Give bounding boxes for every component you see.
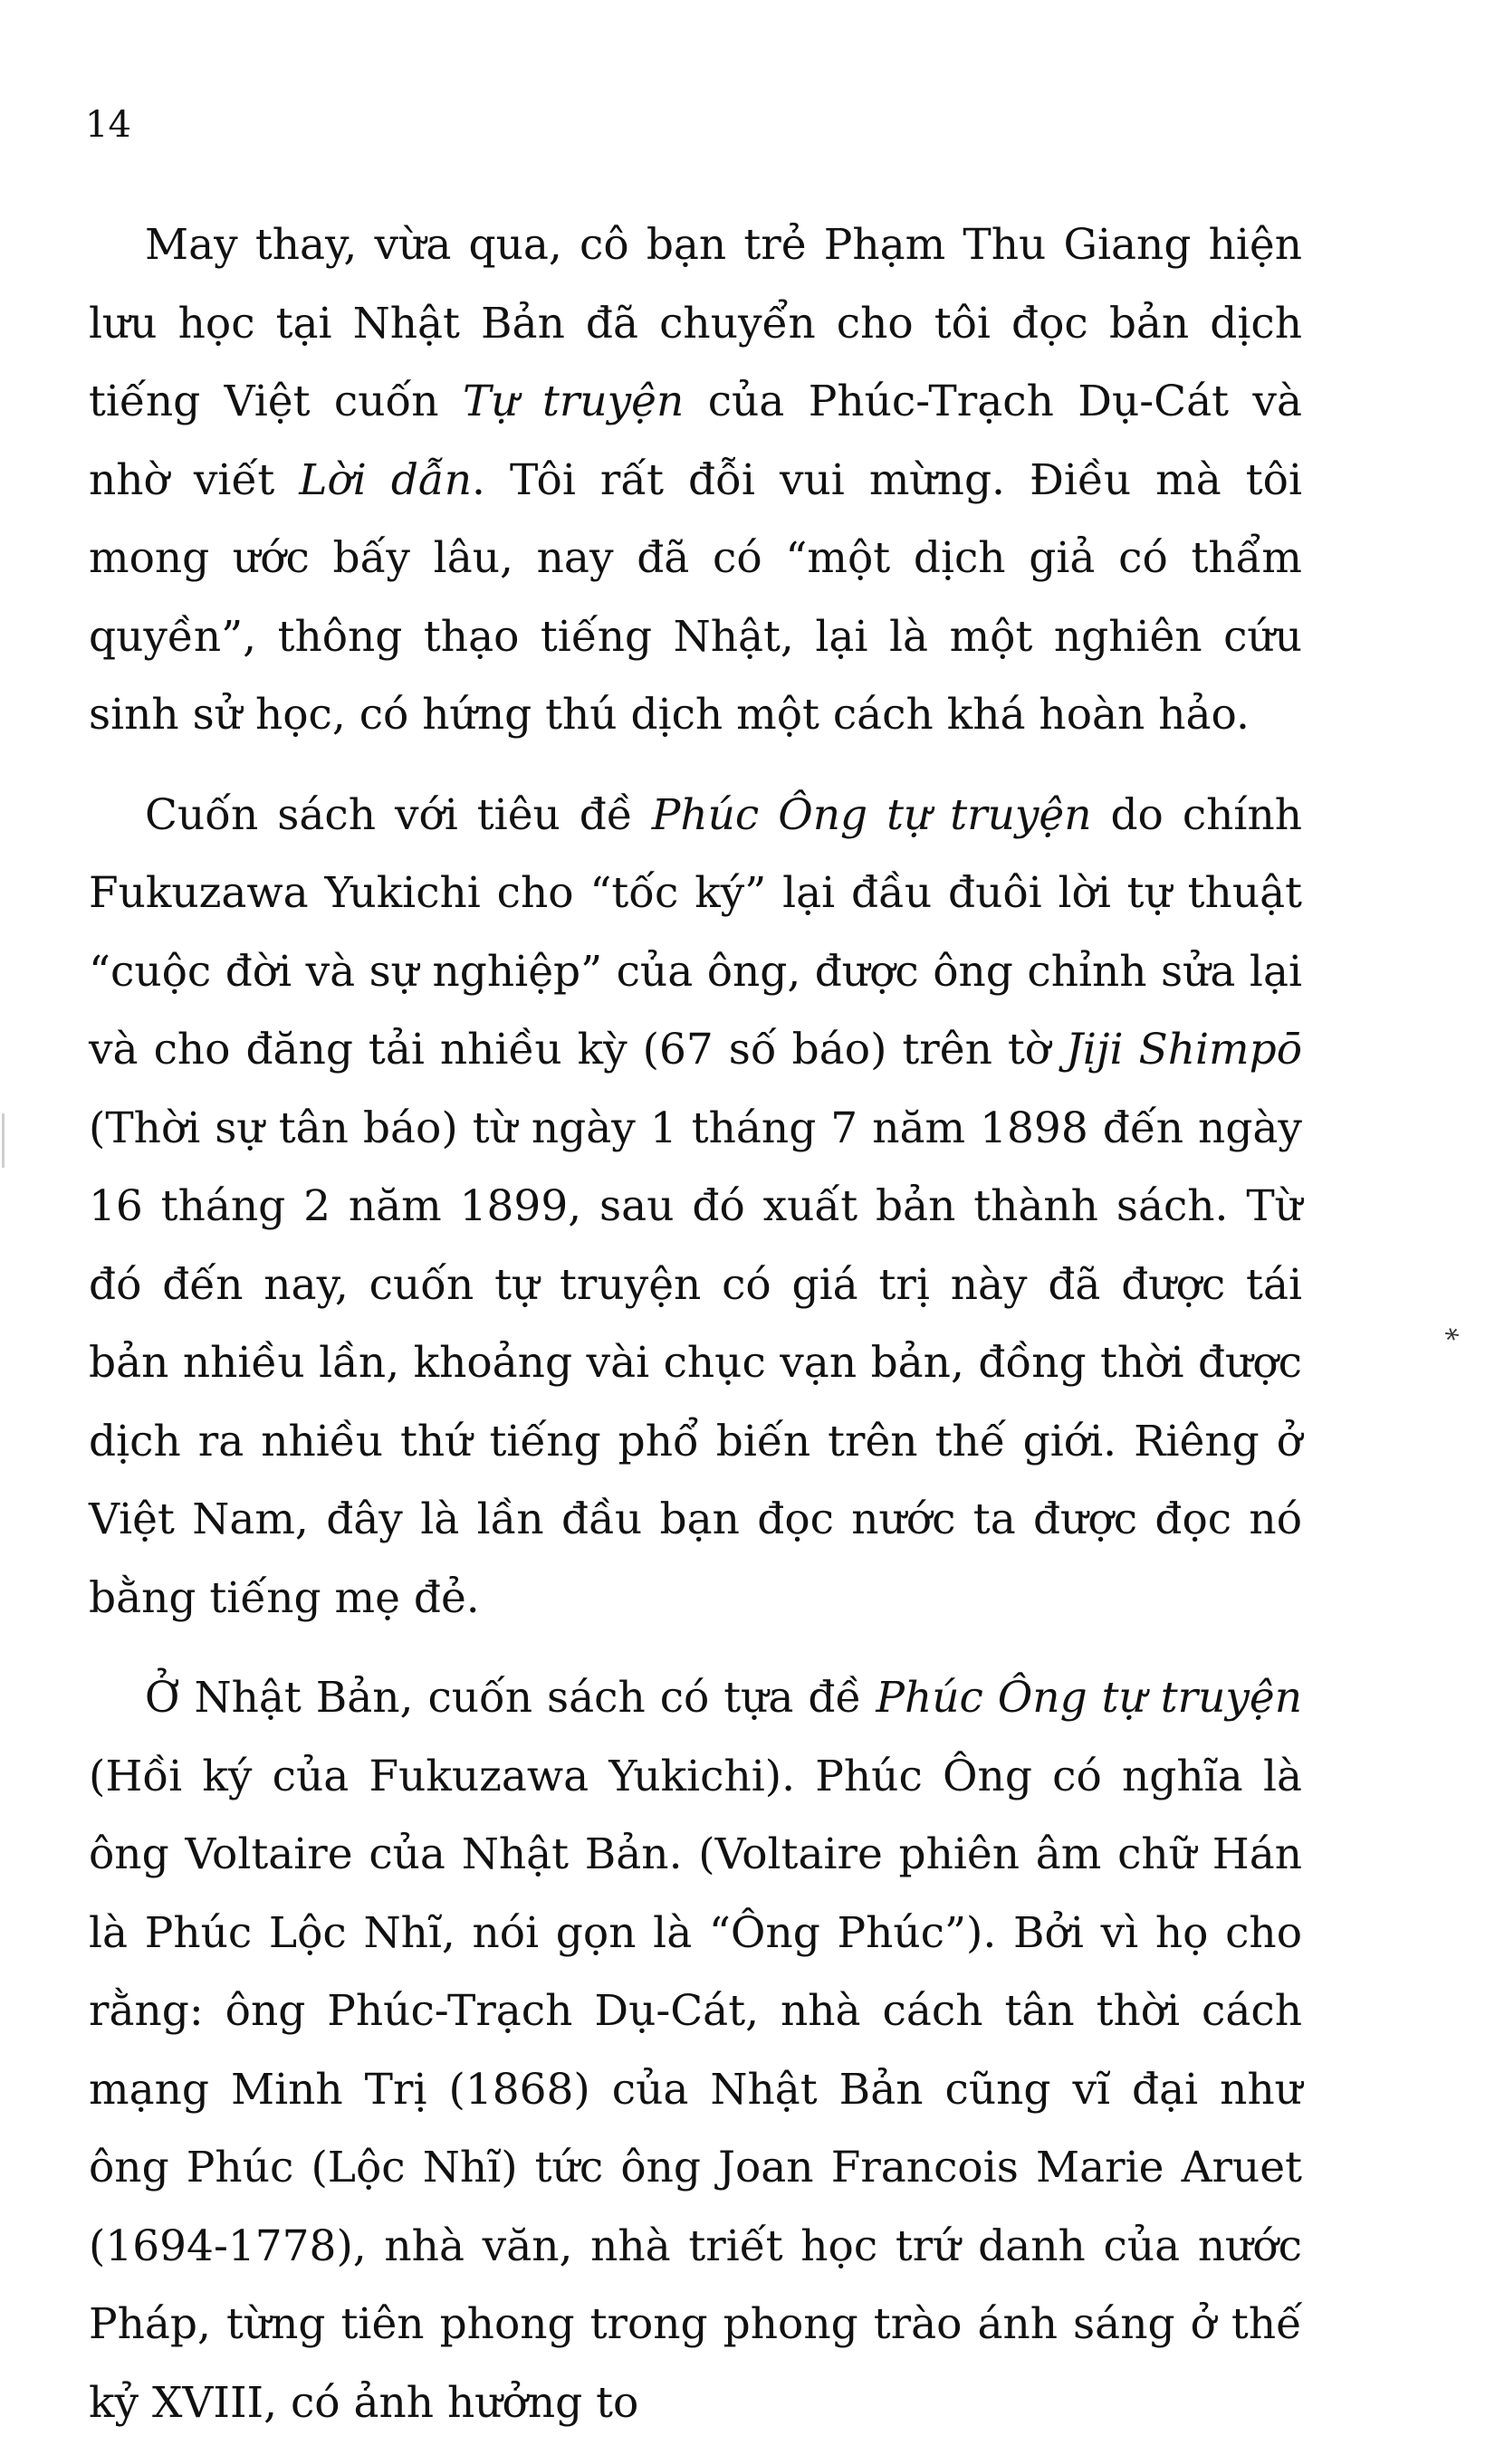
scan-edge-mark <box>2 1113 5 1168</box>
text-segment: của Phúc-Trạch Dụ-Cát và nhờ viết <box>89 377 1302 505</box>
paragraph-2 <box>89 777 1302 1638</box>
italic-title: Lời dẫn <box>299 454 473 505</box>
paragraph-1 <box>89 206 1302 755</box>
text-segment: do chính Fukuzawa Yukichi cho “tốc ký” lại đầu đuôi lời tự thuật “cuộc đời và sự nghiệp” của ông, được ông chỉnh sửa lại và cho đăng tải nhiều kỳ (67 số báo) trên tờ <box>89 789 1302 1074</box>
text-segment: Ở Nhật Bản, cuốn sách có tựa đề <box>145 1673 877 1723</box>
body-text <box>89 206 1302 2464</box>
italic-title: Tự truyện <box>462 377 685 426</box>
text-segment: May thay, vừa qua, cô bạn trẻ Phạm Thu Giang hiện lưu học tại Nhật Bản đã chuyển cho tôi đọc bản dịch tiếng Việt cuốn <box>89 220 1302 426</box>
text-segment: Cuốn sách với tiêu đề <box>145 789 652 840</box>
italic-title: Phúc Ông tự truyện <box>651 789 1092 840</box>
margin-mark: * <box>1442 1322 1466 1357</box>
text-segment: (Thời sự tân báo) từ ngày 1 tháng 7 năm 1898 đến ngày 16 tháng 2 năm 1899, sau đó xuất bản thành sách. Từ đó đến nay, cuốn tự truyện có giá trị này đã được tái bản nhiều lần, khoảng vài chục vạn bản, đồng thời được dịch ra nhiều thứ tiếng phổ biến trên thế giới. Riêng ở Việt Nam, đây là lần đầu bạn đọc nước ta được đọc nó bằng tiếng mẹ đẻ. <box>89 1103 1302 1623</box>
paragraph-3 <box>89 1659 1302 2442</box>
text-segment: (Hồi ký của Fukuzawa Yukichi). Phúc Ông có nghĩa là ông Voltaire của Nhật Bản. (Voltaire phiên âm chữ Hán là Phúc Lộc Nhĩ, nói gọn là “Ông Phúc”). Bởi vì họ cho rằng: ông Phúc-Trạch Dụ-Cát, nhà cách tân thời cách mạng Minh Trị (1868) của Nhật Bản cũng vĩ đại như ông Phúc (Lộc Nhĩ) tức ông Joan Francois Marie Aruet (1694-1778), nhà văn, nhà triết học trứ danh của nước Pháp, từng tiên phong trong phong trào ánh sáng ở thế kỷ XVIII, có ảnh hưởng to <box>89 1751 1302 2428</box>
italic-title: Phúc Ông tự truyện <box>876 1673 1302 1723</box>
text-segment: . Tôi rất đỗi vui mừng. Điều mà tôi mong ước bấy lâu, nay đã có “một dịch giả có thẩm quyền”, thông thạo tiếng Nhật, lại là một nghiên cứu sinh sử học, có hứng thú dịch một cách khá hoàn hảo. <box>89 454 1303 740</box>
page-number: 14 <box>85 104 131 146</box>
italic-title: Jiji Shimpō <box>1066 1025 1302 1074</box>
